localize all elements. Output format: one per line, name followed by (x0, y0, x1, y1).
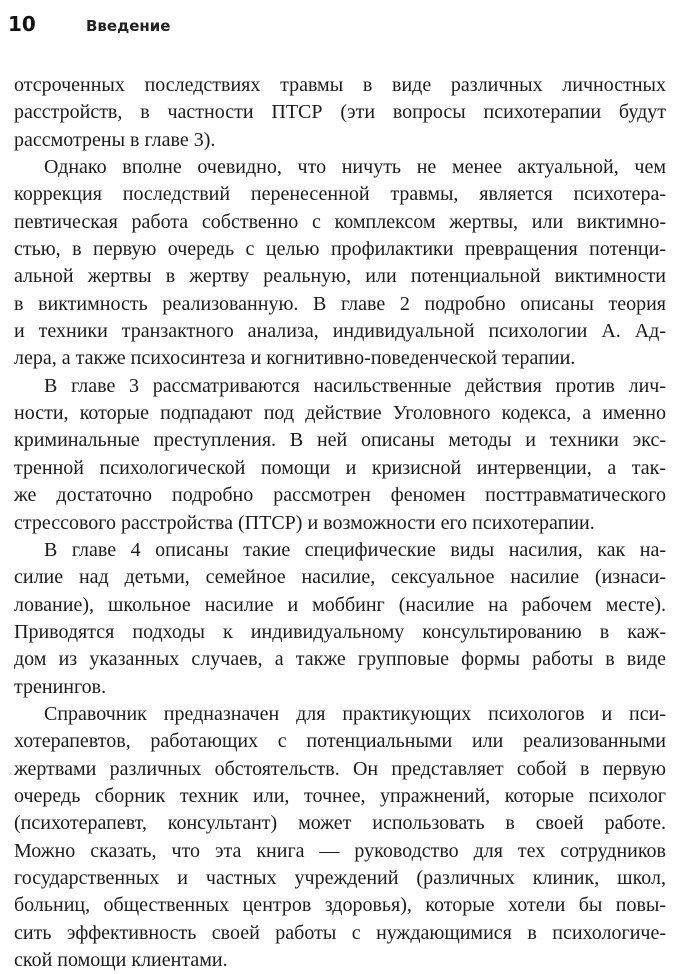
text-line: (психотерапевт, консультант) может использовать в своей работе. (14, 812, 666, 835)
text-line: расстройств, в частности ПТСР (эти вопросы психотерапии будут (14, 101, 666, 124)
text-line: государственных и частных учреждений (различных клиник, школ, (14, 866, 666, 889)
page-number: 10 (8, 12, 36, 36)
chapter-title: Введение (86, 17, 171, 35)
body-text (14, 72, 666, 974)
text-line: в виктимность реализованную. В главе 2 подробно описаны теория (14, 292, 666, 315)
text-line: сить эффективность своей работы с нуждающимися в психологиче- (14, 921, 666, 944)
text-line: ской помощи клиентами. (14, 949, 228, 971)
text-line: тренной психологической помощи и кризисной интервенции, а так- (14, 456, 666, 479)
text-line: стью, в первую очередь с целью профилактики превращения потенци- (14, 238, 666, 261)
running-head (8, 12, 668, 40)
text-line: очередь сборник техник или, точнее, упражнений, которые психолог (14, 784, 666, 807)
text-line: же достаточно подробно рассмотрен феномен посттравматического (14, 484, 666, 507)
text-line: ности, которые подпадают под действие Уголовного кодекса, а именно (14, 402, 666, 425)
text-line: криминальные преступления. В ней описаны методы и техники экс- (14, 429, 666, 452)
text-line: силие над детьми, семейное насилие, сексуальное насилие (изнаси- (14, 566, 666, 589)
paragraph (14, 72, 666, 154)
text-line: Однако вполне очевидно, что ничуть не менее актуальной, чем (44, 156, 666, 179)
paragraph (14, 537, 666, 701)
text-line: коррекция последствий перенесенной травмы, является психотера- (14, 183, 666, 206)
text-line: Приводятся подходы к индивидуальному консультированию в каж- (14, 620, 666, 643)
text-line: В главе 3 рассматриваются насильственные действия против лич- (44, 374, 666, 397)
text-line: дом из указанных случаев, а также групповые формы работы в виде (14, 648, 666, 671)
text-line: лера, а также психосинтеза и когнитивно-поведенческой терапии. (14, 347, 576, 370)
text-line: и техники транзактного анализа, индивидуальной психологии А. Ад- (14, 320, 666, 343)
text-line: больниц, общественных центров здоровья), которые хотели бы повы- (14, 894, 666, 917)
paragraph (14, 701, 666, 974)
text-line: альной жертвы в жертву реальную, или потенциальной виктимности (14, 265, 666, 288)
text-line: жертвами различных обстоятельств. Он представляет собой в первую (14, 757, 666, 780)
text-line: лование), школьное насилие и моббинг (насилие на рабочем месте). (14, 593, 666, 616)
text-line: тренингов. (14, 675, 107, 698)
text-line: рассмотрены в главе 3). (14, 128, 216, 151)
text-line: певтическая работа собственно с комплексом жертвы, или виктимно- (14, 210, 666, 233)
paragraph (14, 154, 666, 373)
text-line: стрессового расстройства (ПТСР) и возможности его психотерапии. (14, 511, 595, 534)
text-line: хотерапевтов, работающих с потенциальными или реализованными (14, 730, 666, 753)
text-line: В главе 4 описаны такие специфические виды насилия, как на- (44, 538, 666, 561)
text-line: Можно сказать, что эта книга — руководство для тех сотрудников (14, 839, 666, 862)
paragraph (14, 373, 666, 537)
text-line: отсроченных последствиях травмы в виде различных личностных (14, 74, 666, 96)
text-line: Справочник предназначен для практикующих психологов и пси- (44, 702, 666, 725)
